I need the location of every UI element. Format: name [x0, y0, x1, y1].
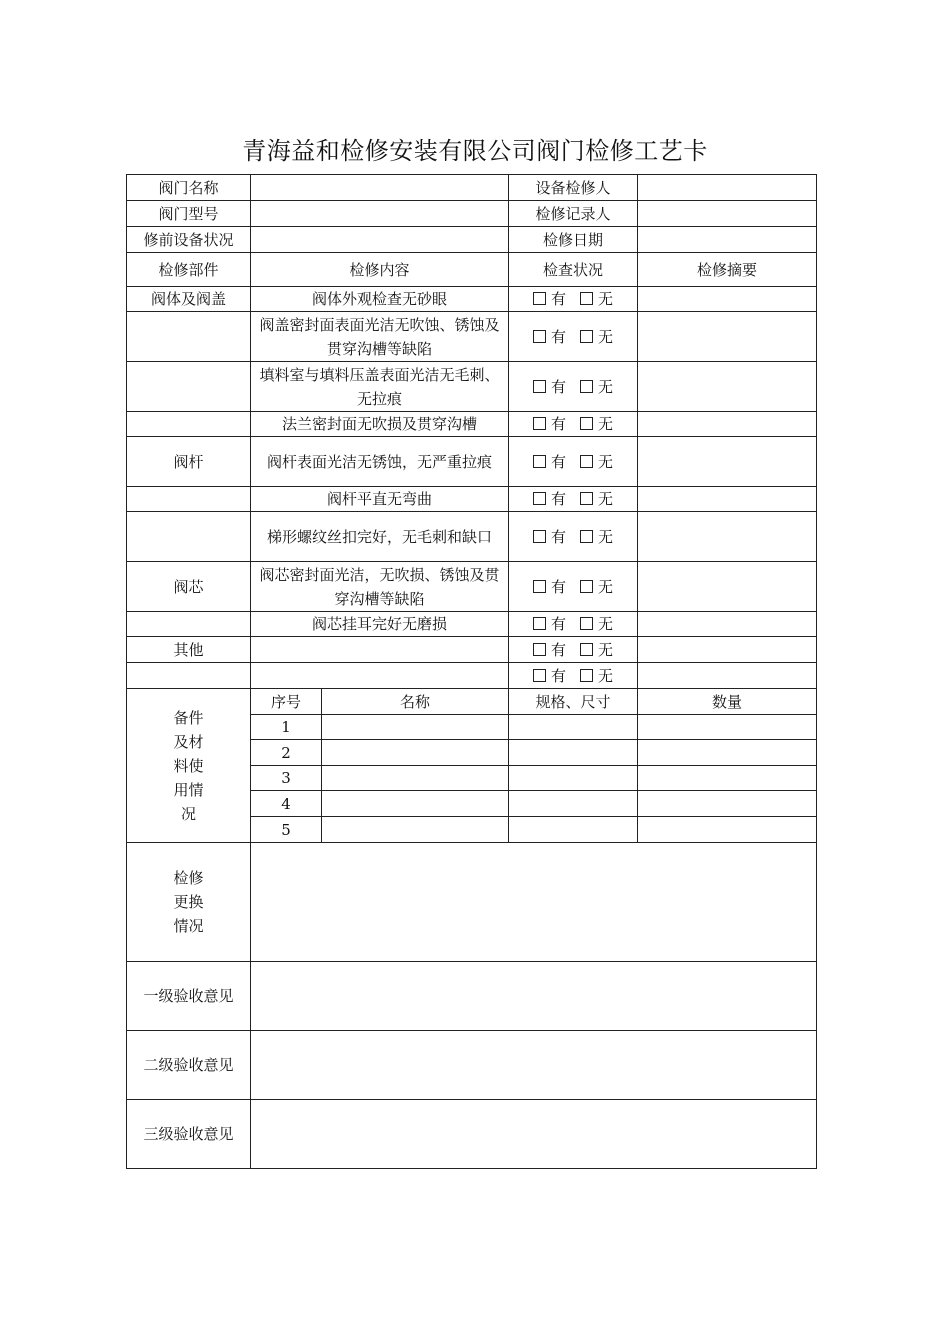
spares-name-cell[interactable]	[322, 740, 509, 766]
spares-spec-cell[interactable]	[509, 740, 638, 766]
no-checkbox[interactable]: 无	[580, 325, 613, 349]
date-label: 检修日期	[509, 227, 638, 253]
checkbox-icon	[533, 380, 546, 393]
status-cell	[509, 362, 638, 412]
no-checkbox[interactable]: 无	[580, 287, 613, 311]
status-cell	[509, 437, 638, 487]
part-cell: 阀芯	[127, 562, 251, 612]
no-checkbox[interactable]: 无	[580, 664, 613, 688]
checkbox-icon	[580, 617, 593, 630]
spares-spec-cell[interactable]	[509, 791, 638, 817]
checkbox-icon	[580, 380, 593, 393]
content-cell: 阀盖密封面表面光洁无吹蚀、锈蚀及贯穿沟槽等缺陷	[251, 312, 509, 362]
part-cell	[127, 487, 251, 512]
no-checkbox[interactable]: 无	[580, 575, 613, 599]
spares-no-cell: 4	[251, 791, 322, 817]
spares-spec-cell[interactable]	[509, 715, 638, 740]
part-cell: 阀杆	[127, 437, 251, 487]
replacement-row	[127, 843, 817, 962]
checkbox-icon	[580, 530, 593, 543]
spares-name-cell[interactable]	[322, 817, 509, 843]
spares-qty-cell[interactable]	[638, 817, 817, 843]
spares-qty-cell[interactable]	[638, 715, 817, 740]
summary-cell[interactable]	[638, 362, 817, 412]
spares-qty-cell[interactable]	[638, 766, 817, 791]
acceptance-row	[127, 1031, 817, 1100]
yes-checkbox[interactable]: 有	[533, 287, 566, 311]
acceptance-level1-label: 一级验收意见	[127, 962, 251, 1031]
summary-cell[interactable]	[638, 437, 817, 487]
col-part-header: 检修部件	[127, 253, 251, 287]
part-cell	[127, 312, 251, 362]
status-cell	[509, 663, 638, 689]
valve-name-label: 阀门名称	[127, 175, 251, 201]
checkbox-icon	[580, 455, 593, 468]
checkbox-icon	[580, 417, 593, 430]
checkbox-icon	[533, 455, 546, 468]
part-cell: 其他	[127, 637, 251, 663]
checkbox-icon	[533, 530, 546, 543]
part-cell	[127, 362, 251, 412]
part-cell: 阀体及阀盖	[127, 287, 251, 312]
col-summary-header: 检修摘要	[638, 253, 817, 287]
checkbox-icon	[533, 417, 546, 430]
pre-repair-label: 修前设备状况	[127, 227, 251, 253]
checkbox-icon	[580, 669, 593, 682]
summary-cell[interactable]	[638, 612, 817, 637]
inspection-row	[127, 287, 817, 312]
checkbox-icon	[533, 292, 546, 305]
spares-name-cell[interactable]	[322, 791, 509, 817]
col-status-header: 检查状况	[509, 253, 638, 287]
yes-checkbox[interactable]: 有	[533, 575, 566, 599]
summary-cell[interactable]	[638, 412, 817, 437]
content-cell[interactable]	[251, 663, 509, 689]
spares-spec-cell[interactable]	[509, 766, 638, 791]
summary-cell[interactable]	[638, 487, 817, 512]
spares-col-qty: 数量	[638, 689, 817, 715]
no-checkbox[interactable]: 无	[580, 450, 613, 474]
status-cell	[509, 287, 638, 312]
pre-repair-field[interactable]	[251, 227, 509, 253]
spares-no-cell: 3	[251, 766, 322, 791]
acceptance-level2-field[interactable]	[251, 1031, 817, 1100]
status-cell	[509, 562, 638, 612]
content-cell: 梯形螺纹丝扣完好，无毛刺和缺口	[251, 512, 509, 562]
spares-spec-cell[interactable]	[509, 817, 638, 843]
checkbox-icon	[580, 330, 593, 343]
acceptance-row	[127, 962, 817, 1031]
replacement-label: 检修 更换 情况	[127, 843, 251, 962]
col-content-header: 检修内容	[251, 253, 509, 287]
status-cell	[509, 312, 638, 362]
status-cell	[509, 487, 638, 512]
spares-no-cell: 5	[251, 817, 322, 843]
yes-checkbox[interactable]: 有	[533, 638, 566, 662]
yes-checkbox[interactable]: 有	[533, 525, 566, 549]
checkbox-icon	[533, 330, 546, 343]
inspection-row	[127, 663, 817, 689]
no-checkbox[interactable]: 无	[580, 525, 613, 549]
date-field[interactable]	[638, 227, 817, 253]
content-cell: 法兰密封面无吹损及贯穿沟槽	[251, 412, 509, 437]
repairer-label: 设备检修人	[509, 175, 638, 201]
maintenance-card-table	[126, 174, 817, 1169]
spares-name-cell[interactable]	[322, 715, 509, 740]
spares-label: 备件 及材 料使 用情 况	[127, 689, 251, 843]
checkbox-icon	[580, 292, 593, 305]
summary-cell[interactable]	[638, 562, 817, 612]
content-cell: 阀杆平直无弯曲	[251, 487, 509, 512]
acceptance-level2-label: 二级验收意见	[127, 1031, 251, 1100]
yes-checkbox[interactable]: 有	[533, 412, 566, 436]
checkbox-icon	[533, 580, 546, 593]
summary-cell[interactable]	[638, 637, 817, 663]
inspection-row	[127, 412, 817, 437]
repairer-field[interactable]	[638, 175, 817, 201]
acceptance-level3-field[interactable]	[251, 1100, 817, 1169]
inspection-row	[127, 362, 817, 412]
checkbox-icon	[533, 669, 546, 682]
yes-checkbox[interactable]: 有	[533, 612, 566, 636]
status-cell	[509, 637, 638, 663]
valve-name-field[interactable]	[251, 175, 509, 201]
content-cell[interactable]	[251, 637, 509, 663]
content-cell: 阀杆表面光洁无锈蚀，无严重拉痕	[251, 437, 509, 487]
spares-qty-cell[interactable]	[638, 740, 817, 766]
status-cell	[509, 612, 638, 637]
checkbox-icon	[533, 643, 546, 656]
content-cell: 阀芯挂耳完好无磨损	[251, 612, 509, 637]
spares-no-cell: 1	[251, 715, 322, 740]
spares-name-cell[interactable]	[322, 766, 509, 791]
yes-checkbox[interactable]: 有	[533, 375, 566, 399]
no-checkbox[interactable]: 无	[580, 612, 613, 636]
column-header-row	[127, 253, 817, 287]
valve-model-field[interactable]	[251, 201, 509, 227]
acceptance-row	[127, 1100, 817, 1169]
part-cell	[127, 512, 251, 562]
replacement-field[interactable]	[251, 843, 817, 962]
no-checkbox[interactable]: 无	[580, 638, 613, 662]
inspection-row	[127, 637, 817, 663]
info-row	[127, 227, 817, 253]
status-cell	[509, 512, 638, 562]
inspection-row	[127, 437, 817, 487]
inspection-row	[127, 612, 817, 637]
part-cell	[127, 663, 251, 689]
no-checkbox[interactable]: 无	[580, 375, 613, 399]
summary-cell[interactable]	[638, 287, 817, 312]
inspection-row	[127, 512, 817, 562]
no-checkbox[interactable]: 无	[580, 487, 613, 511]
summary-cell[interactable]	[638, 512, 817, 562]
no-checkbox[interactable]: 无	[580, 412, 613, 436]
checkbox-icon	[533, 492, 546, 505]
acceptance-level3-label: 三级验收意见	[127, 1100, 251, 1169]
yes-checkbox[interactable]: 有	[533, 664, 566, 688]
summary-cell[interactable]	[638, 663, 817, 689]
checkbox-icon	[580, 492, 593, 505]
spares-col-name: 名称	[322, 689, 509, 715]
status-cell	[509, 412, 638, 437]
part-cell	[127, 612, 251, 637]
checkbox-icon	[580, 580, 593, 593]
spares-header-row	[127, 689, 817, 715]
yes-checkbox[interactable]: 有	[533, 325, 566, 349]
recorder-label: 检修记录人	[509, 201, 638, 227]
spares-col-no: 序号	[251, 689, 322, 715]
yes-checkbox[interactable]: 有	[533, 450, 566, 474]
spares-qty-cell[interactable]	[638, 791, 817, 817]
info-row	[127, 175, 817, 201]
spares-no-cell: 2	[251, 740, 322, 766]
page-title: 青海益和检修安装有限公司阀门检修工艺卡	[242, 137, 708, 165]
summary-cell[interactable]	[638, 312, 817, 362]
inspection-row	[127, 562, 817, 612]
checkbox-icon	[580, 643, 593, 656]
inspection-row	[127, 312, 817, 362]
content-cell: 阀体外观检查无砂眼	[251, 287, 509, 312]
acceptance-level1-field[interactable]	[251, 962, 817, 1031]
checkbox-icon	[533, 617, 546, 630]
info-row	[127, 201, 817, 227]
valve-model-label: 阀门型号	[127, 201, 251, 227]
content-cell: 填料室与填料压盖表面光洁无毛刺、无拉痕	[251, 362, 509, 412]
spares-col-spec: 规格、尺寸	[509, 689, 638, 715]
recorder-field[interactable]	[638, 201, 817, 227]
inspection-row	[127, 487, 817, 512]
yes-checkbox[interactable]: 有	[533, 487, 566, 511]
part-cell	[127, 412, 251, 437]
content-cell: 阀芯密封面光洁，无吹损、锈蚀及贯穿沟槽等缺陷	[251, 562, 509, 612]
